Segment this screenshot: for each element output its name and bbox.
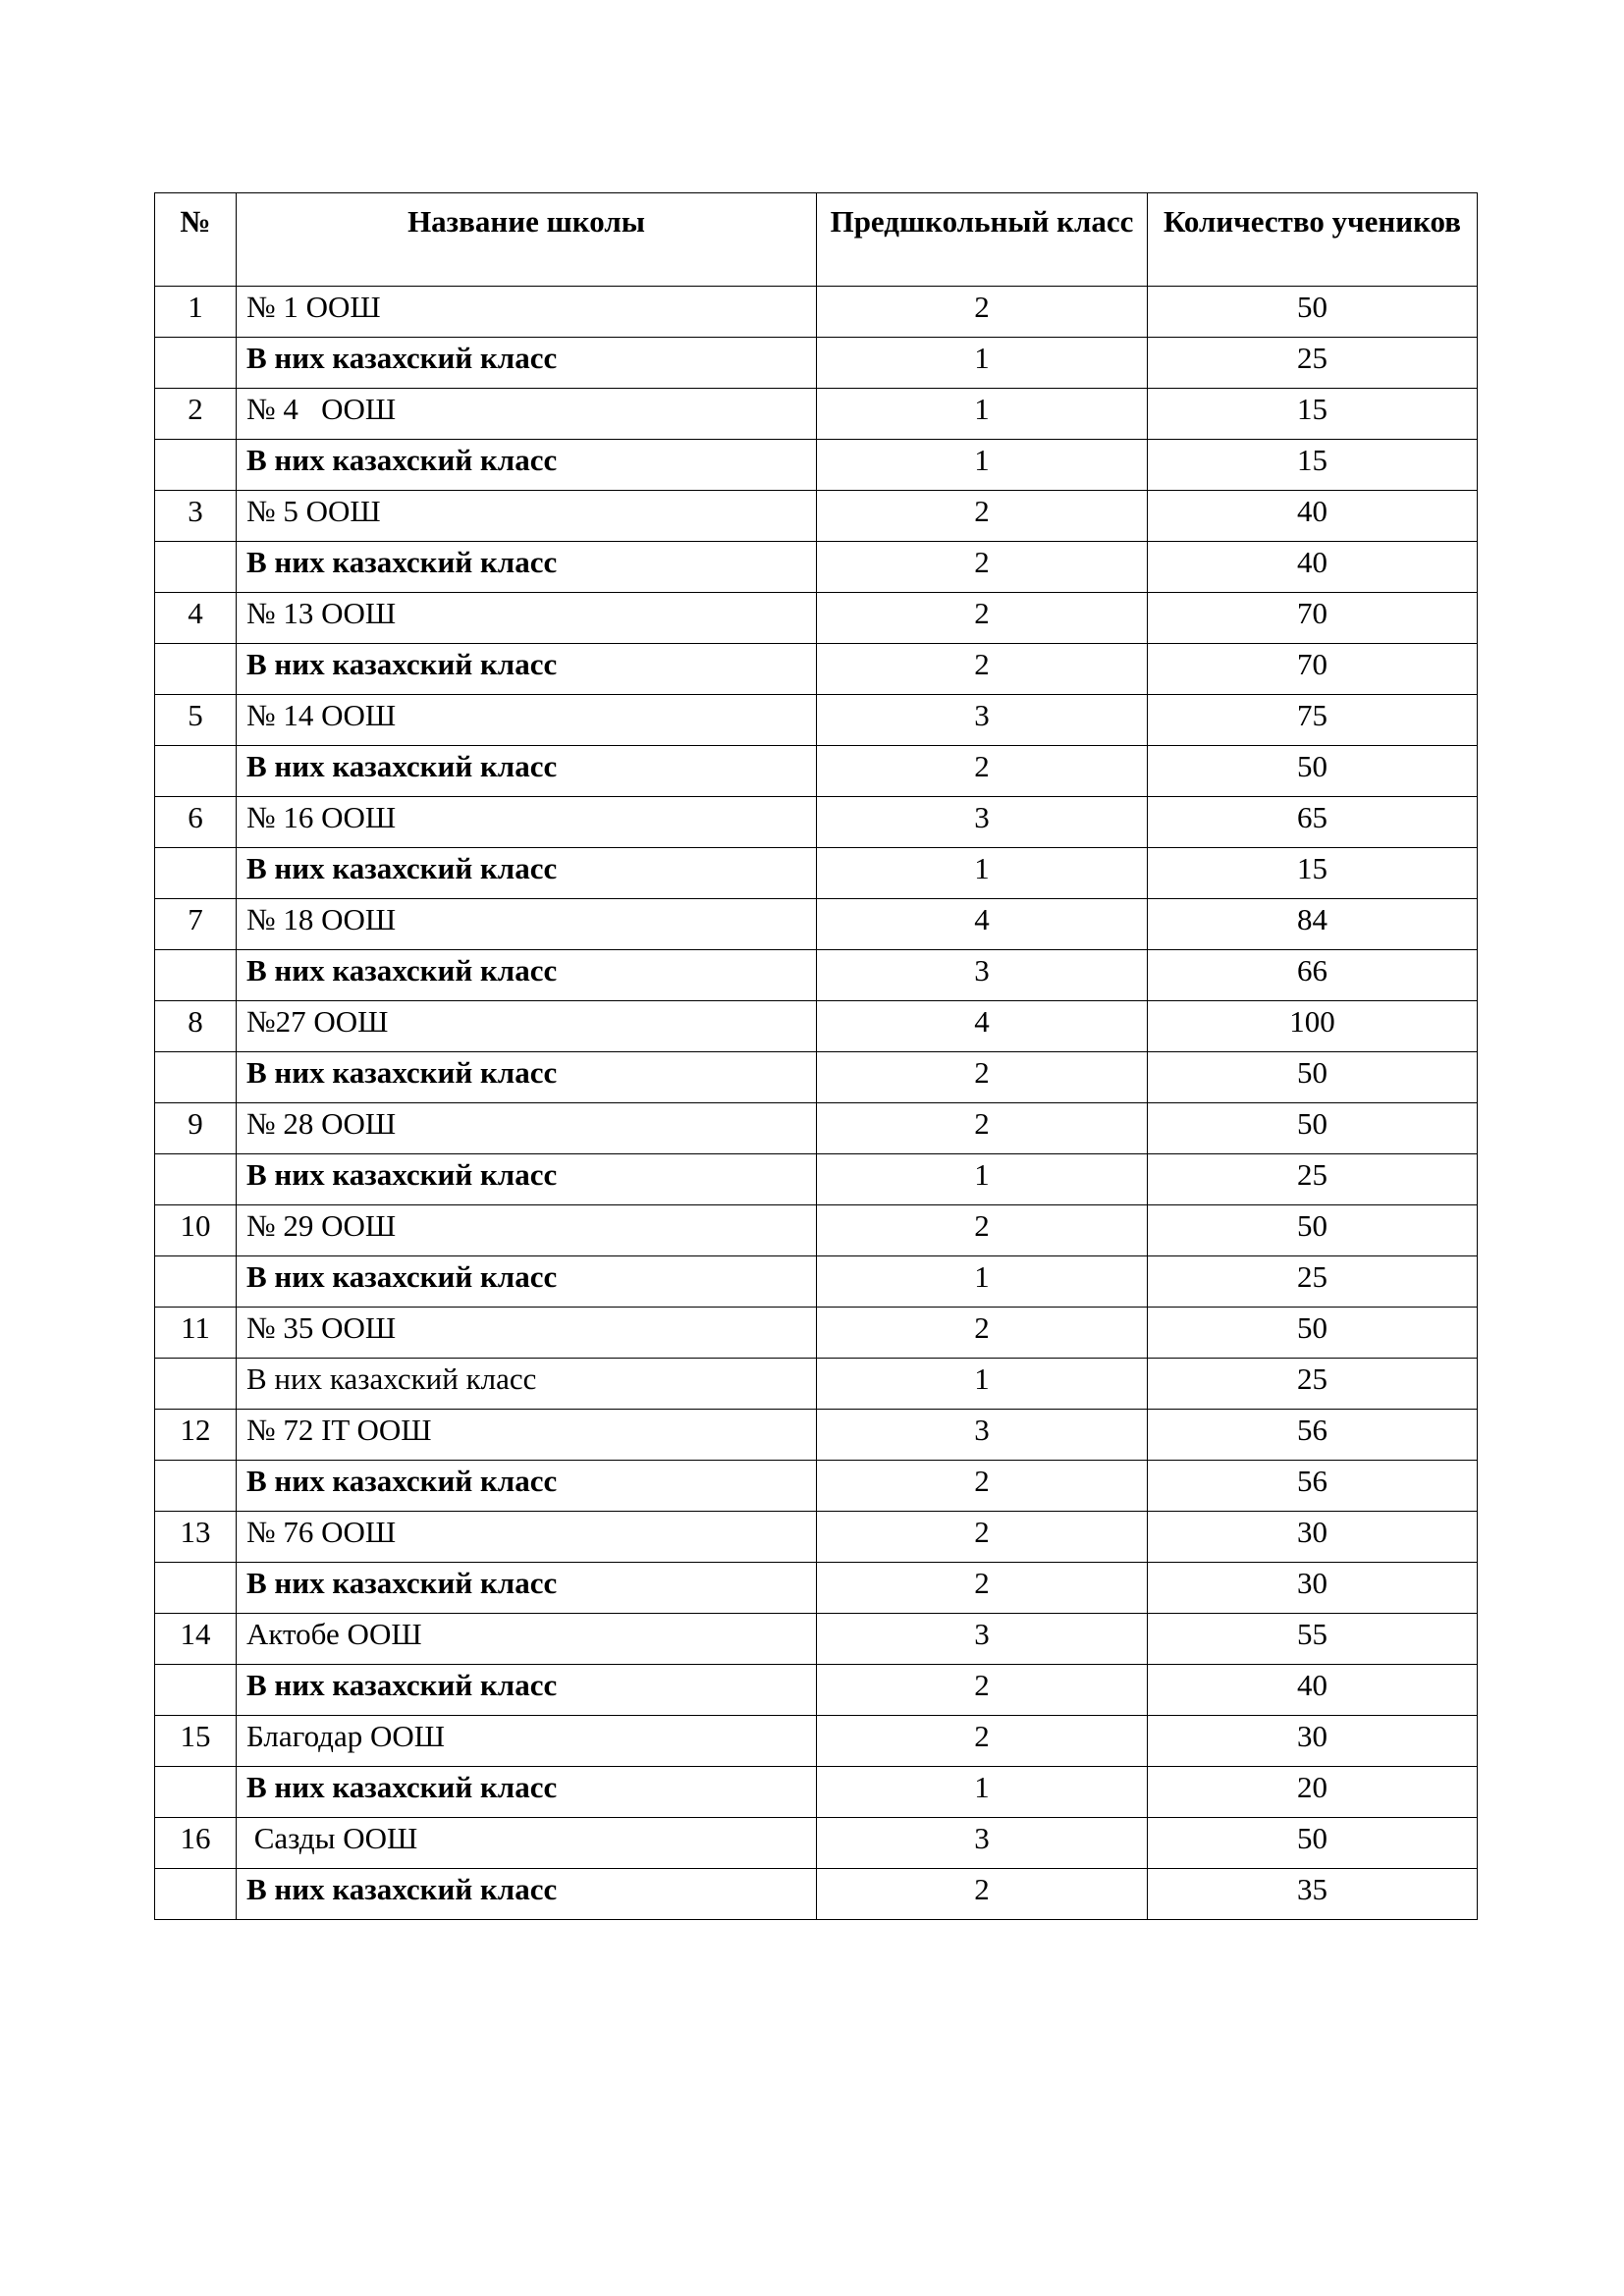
preschool-class-count: 2 — [817, 1716, 1148, 1767]
student-count: 56 — [1148, 1461, 1478, 1512]
school-row — [155, 1103, 1478, 1154]
student-count: 50 — [1148, 1205, 1478, 1256]
row-number: 12 — [155, 1410, 237, 1461]
school-name: В них казахский класс — [237, 746, 817, 797]
row-number: 3 — [155, 491, 237, 542]
row-number — [155, 542, 237, 593]
student-count: 15 — [1148, 389, 1478, 440]
row-number — [155, 746, 237, 797]
school-name: № 16 ООШ — [237, 797, 817, 848]
school-name: В них казахский класс — [237, 1665, 817, 1716]
school-name: В них казахский класс — [237, 1869, 817, 1920]
student-count: 25 — [1148, 1256, 1478, 1308]
preschool-class-count: 2 — [817, 1512, 1148, 1563]
school-name: В них казахский класс — [237, 542, 817, 593]
student-count: 30 — [1148, 1512, 1478, 1563]
student-count: 50 — [1148, 1818, 1478, 1869]
row-number — [155, 1256, 237, 1308]
preschool-class-count: 4 — [817, 1001, 1148, 1052]
school-name: № 76 ООШ — [237, 1512, 817, 1563]
preschool-class-count: 2 — [817, 1052, 1148, 1103]
school-name: № 13 ООШ — [237, 593, 817, 644]
student-count: 50 — [1148, 746, 1478, 797]
preschool-class-count: 3 — [817, 1614, 1148, 1665]
school-name: В них казахский класс — [237, 1154, 817, 1205]
preschool-class-count: 3 — [817, 950, 1148, 1001]
row-number — [155, 1052, 237, 1103]
preschool-class-count: 2 — [817, 593, 1148, 644]
row-number: 7 — [155, 899, 237, 950]
school-row — [155, 593, 1478, 644]
school-name: № 1 ООШ — [237, 287, 817, 338]
row-number — [155, 848, 237, 899]
kazakh-class-row — [155, 1665, 1478, 1716]
preschool-class-count: 2 — [817, 1205, 1148, 1256]
student-count: 56 — [1148, 1410, 1478, 1461]
preschool-class-count: 1 — [817, 440, 1148, 491]
school-row — [155, 1614, 1478, 1665]
kazakh-class-row — [155, 1256, 1478, 1308]
student-count: 84 — [1148, 899, 1478, 950]
school-name: № 28 ООШ — [237, 1103, 817, 1154]
table-header — [155, 193, 1478, 287]
preschool-class-count: 2 — [817, 287, 1148, 338]
school-name: В них казахский класс — [237, 1563, 817, 1614]
preschool-class-count: 2 — [817, 1308, 1148, 1359]
header-preschool-class: Предшкольный класс — [817, 193, 1148, 287]
row-number: 10 — [155, 1205, 237, 1256]
student-count: 40 — [1148, 491, 1478, 542]
student-count: 70 — [1148, 644, 1478, 695]
school-name: № 35 ООШ — [237, 1308, 817, 1359]
kazakh-class-row — [155, 1461, 1478, 1512]
row-number — [155, 950, 237, 1001]
kazakh-class-row — [155, 848, 1478, 899]
header-num: № — [155, 193, 237, 287]
school-row — [155, 1205, 1478, 1256]
school-row — [155, 1410, 1478, 1461]
school-name: № 29 ООШ — [237, 1205, 817, 1256]
school-row — [155, 1716, 1478, 1767]
student-count: 15 — [1148, 440, 1478, 491]
school-name: №27 ООШ — [237, 1001, 817, 1052]
school-row — [155, 491, 1478, 542]
row-number — [155, 1359, 237, 1410]
row-number: 13 — [155, 1512, 237, 1563]
row-number — [155, 1665, 237, 1716]
school-name: № 4 ООШ — [237, 389, 817, 440]
header-school-name: Название школы — [237, 193, 817, 287]
student-count: 40 — [1148, 1665, 1478, 1716]
school-name: № 14 ООШ — [237, 695, 817, 746]
kazakh-class-row — [155, 1359, 1478, 1410]
school-name: В них казахский класс — [237, 950, 817, 1001]
kazakh-class-row — [155, 746, 1478, 797]
kazakh-class-row — [155, 1563, 1478, 1614]
student-count: 20 — [1148, 1767, 1478, 1818]
row-number — [155, 1154, 237, 1205]
student-count: 25 — [1148, 1154, 1478, 1205]
preschool-class-count: 2 — [817, 1563, 1148, 1614]
row-number — [155, 338, 237, 389]
table-body — [155, 287, 1478, 1920]
header-row — [155, 193, 1478, 287]
row-number: 8 — [155, 1001, 237, 1052]
preschool-class-count: 1 — [817, 848, 1148, 899]
preschool-class-count: 4 — [817, 899, 1148, 950]
school-name: В них казахский класс — [237, 1461, 817, 1512]
row-number: 4 — [155, 593, 237, 644]
school-name: № 5 ООШ — [237, 491, 817, 542]
school-row — [155, 1818, 1478, 1869]
preschool-class-count: 3 — [817, 1410, 1148, 1461]
header-student-count: Количество учеников — [1148, 193, 1478, 287]
student-count: 30 — [1148, 1716, 1478, 1767]
student-count: 75 — [1148, 695, 1478, 746]
school-name: В них казахский класс — [237, 848, 817, 899]
student-count: 65 — [1148, 797, 1478, 848]
student-count: 50 — [1148, 1103, 1478, 1154]
school-name: В них казахский класс — [237, 1256, 817, 1308]
row-number — [155, 1461, 237, 1512]
row-number: 5 — [155, 695, 237, 746]
preschool-class-count: 2 — [817, 644, 1148, 695]
kazakh-class-row — [155, 1154, 1478, 1205]
student-count: 15 — [1148, 848, 1478, 899]
preschool-class-count: 3 — [817, 1818, 1148, 1869]
row-number: 6 — [155, 797, 237, 848]
school-name: В них казахский класс — [237, 1359, 817, 1410]
kazakh-class-row — [155, 338, 1478, 389]
school-name: В них казахский класс — [237, 1767, 817, 1818]
kazakh-class-row — [155, 950, 1478, 1001]
preschool-class-count: 2 — [817, 1103, 1148, 1154]
school-row — [155, 1001, 1478, 1052]
preschool-class-count: 3 — [817, 797, 1148, 848]
preschool-class-count: 1 — [817, 1154, 1148, 1205]
preschool-class-count: 2 — [817, 746, 1148, 797]
student-count: 25 — [1148, 338, 1478, 389]
row-number: 2 — [155, 389, 237, 440]
school-row — [155, 287, 1478, 338]
school-name: В них казахский класс — [237, 644, 817, 695]
row-number — [155, 644, 237, 695]
student-count: 50 — [1148, 287, 1478, 338]
student-count: 30 — [1148, 1563, 1478, 1614]
kazakh-class-row — [155, 1869, 1478, 1920]
row-number — [155, 1563, 237, 1614]
student-count: 25 — [1148, 1359, 1478, 1410]
school-name: № 72 IT ООШ — [237, 1410, 817, 1461]
row-number: 16 — [155, 1818, 237, 1869]
kazakh-class-row — [155, 1052, 1478, 1103]
preschool-class-count: 2 — [817, 491, 1148, 542]
kazakh-class-row — [155, 440, 1478, 491]
student-count: 40 — [1148, 542, 1478, 593]
schools-table — [154, 192, 1478, 1920]
row-number — [155, 1869, 237, 1920]
preschool-class-count: 2 — [817, 1665, 1148, 1716]
student-count: 100 — [1148, 1001, 1478, 1052]
school-name: В них казахский класс — [237, 1052, 817, 1103]
kazakh-class-row — [155, 644, 1478, 695]
student-count: 35 — [1148, 1869, 1478, 1920]
preschool-class-count: 1 — [817, 389, 1148, 440]
student-count: 50 — [1148, 1308, 1478, 1359]
row-number: 15 — [155, 1716, 237, 1767]
row-number: 9 — [155, 1103, 237, 1154]
student-count: 66 — [1148, 950, 1478, 1001]
preschool-class-count: 1 — [817, 1256, 1148, 1308]
row-number — [155, 1767, 237, 1818]
preschool-class-count: 1 — [817, 1767, 1148, 1818]
preschool-class-count: 1 — [817, 1359, 1148, 1410]
school-name: Сазды ООШ — [237, 1818, 817, 1869]
school-name: В них казахский класс — [237, 440, 817, 491]
student-count: 55 — [1148, 1614, 1478, 1665]
preschool-class-count: 3 — [817, 695, 1148, 746]
school-row — [155, 899, 1478, 950]
row-number — [155, 440, 237, 491]
school-row — [155, 695, 1478, 746]
school-row — [155, 1308, 1478, 1359]
student-count: 70 — [1148, 593, 1478, 644]
kazakh-class-row — [155, 1767, 1478, 1818]
school-name: Актобе ООШ — [237, 1614, 817, 1665]
preschool-class-count: 1 — [817, 338, 1148, 389]
school-row — [155, 797, 1478, 848]
school-name: Благодар ООШ — [237, 1716, 817, 1767]
student-count: 50 — [1148, 1052, 1478, 1103]
school-row — [155, 389, 1478, 440]
school-name: В них казахский класс — [237, 338, 817, 389]
preschool-class-count: 2 — [817, 1869, 1148, 1920]
row-number: 1 — [155, 287, 237, 338]
kazakh-class-row — [155, 542, 1478, 593]
school-row — [155, 1512, 1478, 1563]
row-number: 14 — [155, 1614, 237, 1665]
preschool-class-count: 2 — [817, 542, 1148, 593]
preschool-class-count: 2 — [817, 1461, 1148, 1512]
school-name: № 18 ООШ — [237, 899, 817, 950]
row-number: 11 — [155, 1308, 237, 1359]
